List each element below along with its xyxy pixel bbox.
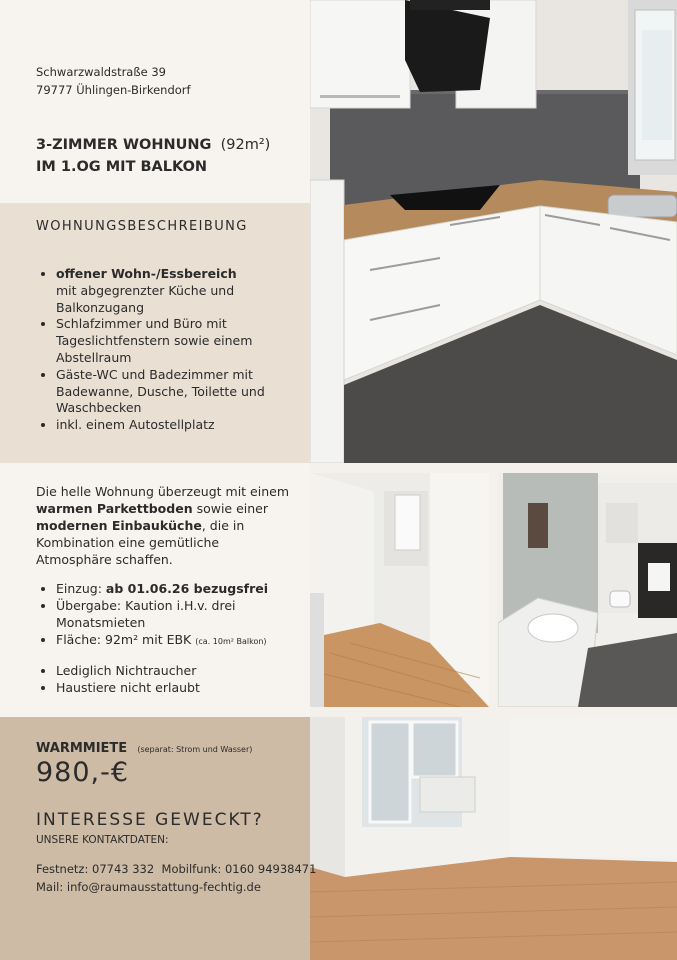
fact-einzug-value: ab 01.06.26 bezugsfrei — [105, 581, 269, 596]
intro-text-3: , die in Kombination eine gemütliche Atmosphäre schaffen. — [36, 518, 245, 567]
fact-flaeche — [56, 631, 316, 650]
rent-price: 980,-€ — [36, 757, 130, 788]
list-item — [56, 417, 296, 434]
intro-bold-1: warmen Parkettboden — [36, 501, 193, 516]
living-room-photo — [310, 717, 677, 960]
kitchen-photo — [310, 0, 677, 463]
fact-einzug — [56, 580, 316, 597]
address-block — [36, 63, 191, 99]
fact-flaeche-note: (ca. 10m² Balkon) — [195, 637, 267, 646]
headline-line1: 3-ZIMMER WOHNUNG — [36, 137, 212, 153]
headline — [36, 134, 270, 178]
contact-phones — [36, 862, 316, 876]
list-item-text: Gäste-WC und Badezimmer mit Badewanne, Dusche, Toilette und Waschbecken — [56, 366, 265, 416]
intro-text-1: Die helle Wohnung überzeugt mit einem — [36, 484, 290, 499]
list-item-text: inkl. einem Autostellplatz — [56, 417, 215, 433]
extra-item: • Lediglich Nichtraucher — [56, 662, 316, 679]
list-item — [56, 316, 296, 366]
list-item-text: mit abgegrenzter Küche und Balkonzugang — [56, 282, 235, 315]
fact-uebergabe: • Übergabe: Kaution i.H.v. drei Monatsmieten — [56, 597, 316, 631]
list-item-bold: offener Wohn-/Essbereich — [56, 266, 237, 281]
contact-phone[interactable]: Festnetz: 07743 332 — [36, 862, 155, 876]
contact-heading: INTERESSE GEWECKT? — [36, 810, 264, 830]
intro-text-2: sowie einer — [192, 501, 269, 516]
intro-paragraph — [36, 483, 292, 568]
address-city: 79777 Ühlingen-Birkendorf — [36, 83, 191, 97]
list-item-text: Schlafzimmer und Büro mit Tageslichtfenstern sowie einem Abstellraum — [56, 316, 253, 365]
description-heading: WOHNUNGSBESCHREIBUNG — [36, 219, 248, 234]
intro-bold-2: modernen Einbauküche — [36, 518, 202, 533]
bathroom-photo — [498, 473, 677, 707]
extras-list — [36, 662, 316, 696]
contact-subheading: UNSERE KONTAKTDATEN: — [36, 834, 169, 846]
rent-label: WARMMIETE — [36, 741, 128, 756]
fact-einzug-label: Einzug: — [56, 581, 106, 596]
fact-flaeche-text: Fläche: 92m² mit EBK — [56, 632, 192, 647]
rent-label-row — [36, 737, 252, 756]
contact-mobile[interactable]: Mobilfunk: 0160 94938471 — [161, 862, 317, 876]
list-item — [56, 266, 296, 316]
extra-item: • Haustiere nicht erlaubt — [56, 679, 316, 696]
hallway-photo — [310, 473, 489, 707]
address-street: Schwarzwaldstraße 39 — [36, 65, 166, 79]
facts-list — [36, 580, 316, 650]
rent-note: (separat: Strom und Wasser) — [137, 745, 253, 754]
description-list — [36, 266, 296, 434]
headline-size: (92m²) — [220, 137, 271, 153]
contact-mail[interactable]: Mail: info@raumausstattung-fechtig.de — [36, 880, 261, 894]
list-item — [56, 367, 296, 417]
headline-line2: IM 1.OG MIT BALKON — [36, 159, 208, 175]
